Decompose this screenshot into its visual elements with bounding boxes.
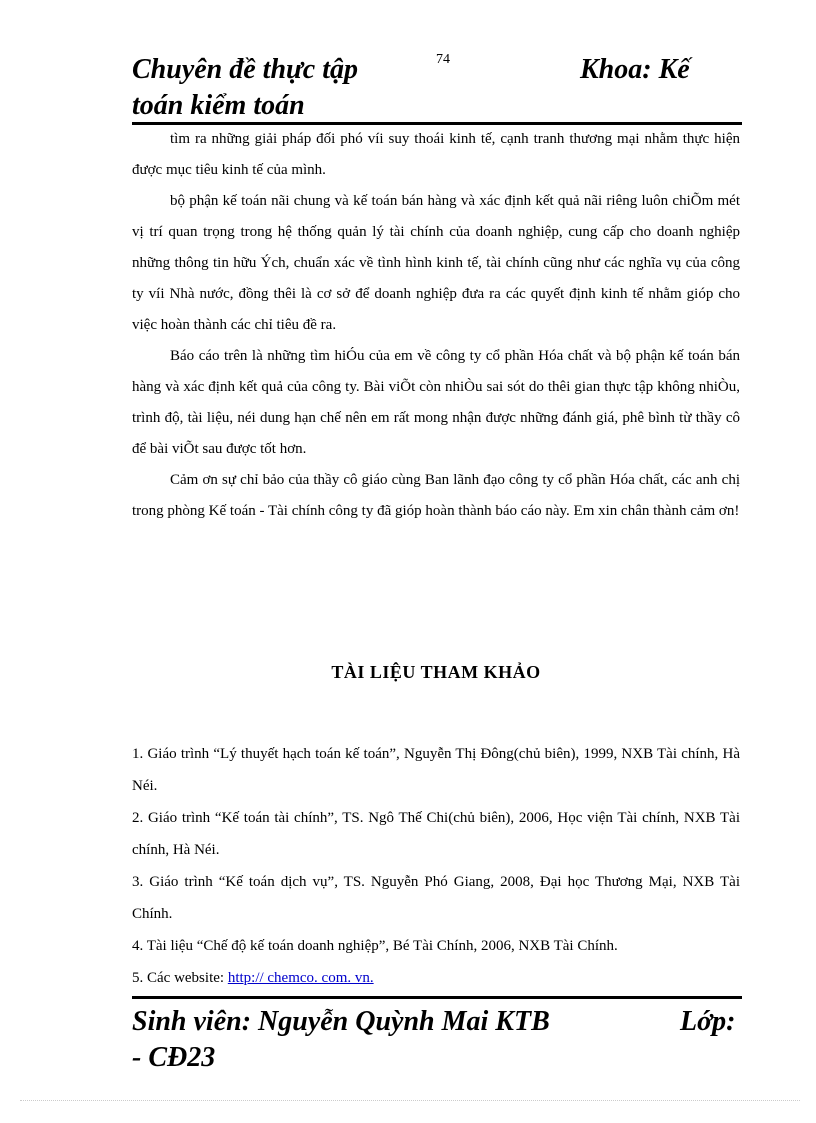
- body-text: [132, 124, 740, 527]
- reference-item: 3. Giáo trình “Kế toán dịch vụ”, TS. Nguyễn Phó Giang, 2008, Đại học Thương Mại, NXB Tài Chính.: [132, 874, 740, 922]
- references-list: [132, 738, 740, 994]
- header-title: Chuyên đề thực tập toán kiểm toán: [132, 54, 359, 121]
- footer-student: Sinh viên: Nguyễn Quỳnh Mai KTB - CĐ23: [132, 1006, 550, 1073]
- body-paragraph: bộ phận kế toán nãi chung và kế toán bán hàng và xác định kết quả nãi riêng luôn chiÕm mét vị trí quan trọng trong hệ thống quản lý tài chính của doanh nghiệp, cung cấp cho doanh nghiệp những thông tin hữu Ých, chuẩn xác về tình hình kinh tế, tài chính cũng như các nghĩa vụ của công ty víi Nhà nước, đồng thêi là cơ sở để doanh nghiệp đưa ra các quyết định kinh tế nhằm gióp cho việc hoàn thành các chỉ tiêu đề ra.: [132, 193, 740, 333]
- body-paragraph: Cảm ơn sự chỉ bảo của thầy cô giáo cùng Ban lãnh đạo công ty cổ phần Hóa chất, các anh chị trong phòng Kế toán - Tài chính công ty đã gióp hoàn thành báo cáo này. Em xin chân thành cảm ơn!: [132, 472, 740, 519]
- reference-item: 2. Giáo trình “Kế toán tài chính”, TS. Ngô Thế Chi(chủ biên), 2006, Học viện Tài chính, NXB Tài chính, Hà Néi.: [132, 810, 740, 858]
- website-link[interactable]: http:// chemco. com. vn.: [227, 970, 374, 986]
- header-department: Khoa: Kế: [580, 54, 690, 85]
- reference-item-website: [132, 962, 740, 994]
- page-number: 74: [436, 52, 450, 67]
- reference-item: 4. Tài liệu “Chế độ kế toán doanh nghiệp”, Bé Tài Chính, 2006, NXB Tài Chính.: [132, 938, 618, 954]
- footer-class-label: Lớp:: [680, 1006, 736, 1037]
- page-edge-divider: [20, 1100, 800, 1101]
- reference-item: 1. Giáo trình “Lý thuyết hạch toán kế toán”, Nguyễn Thị Đông(chủ biên), 1999, NXB Tài chính, Hà Néi.: [132, 746, 740, 794]
- footer-rule: [132, 996, 742, 999]
- body-paragraph: Báo cáo trên là những tìm hiÓu của em về công ty cổ phần Hóa chất và bộ phận kế toán bán hàng và xác định kết quả của công ty. Bài viÕt còn nhiÒu sai sót do thêi gian thực tập không nhiÒu, trình độ, tài liệu, néi dung hạn chế nên em rất mong nhận được những đánh giá, phê bình từ thầy cô để bài viÕt sau được tốt hơn.: [132, 348, 740, 457]
- references-title: TÀI LIỆU THAM KHẢO: [331, 662, 541, 682]
- website-prefix: 5. Các website:: [132, 970, 228, 986]
- body-paragraph: tìm ra những giải pháp đối phó víi suy thoái kinh tế, cạnh tranh thương mại nhằm thực hiện được mục tiêu kinh tế của mình.: [132, 131, 740, 178]
